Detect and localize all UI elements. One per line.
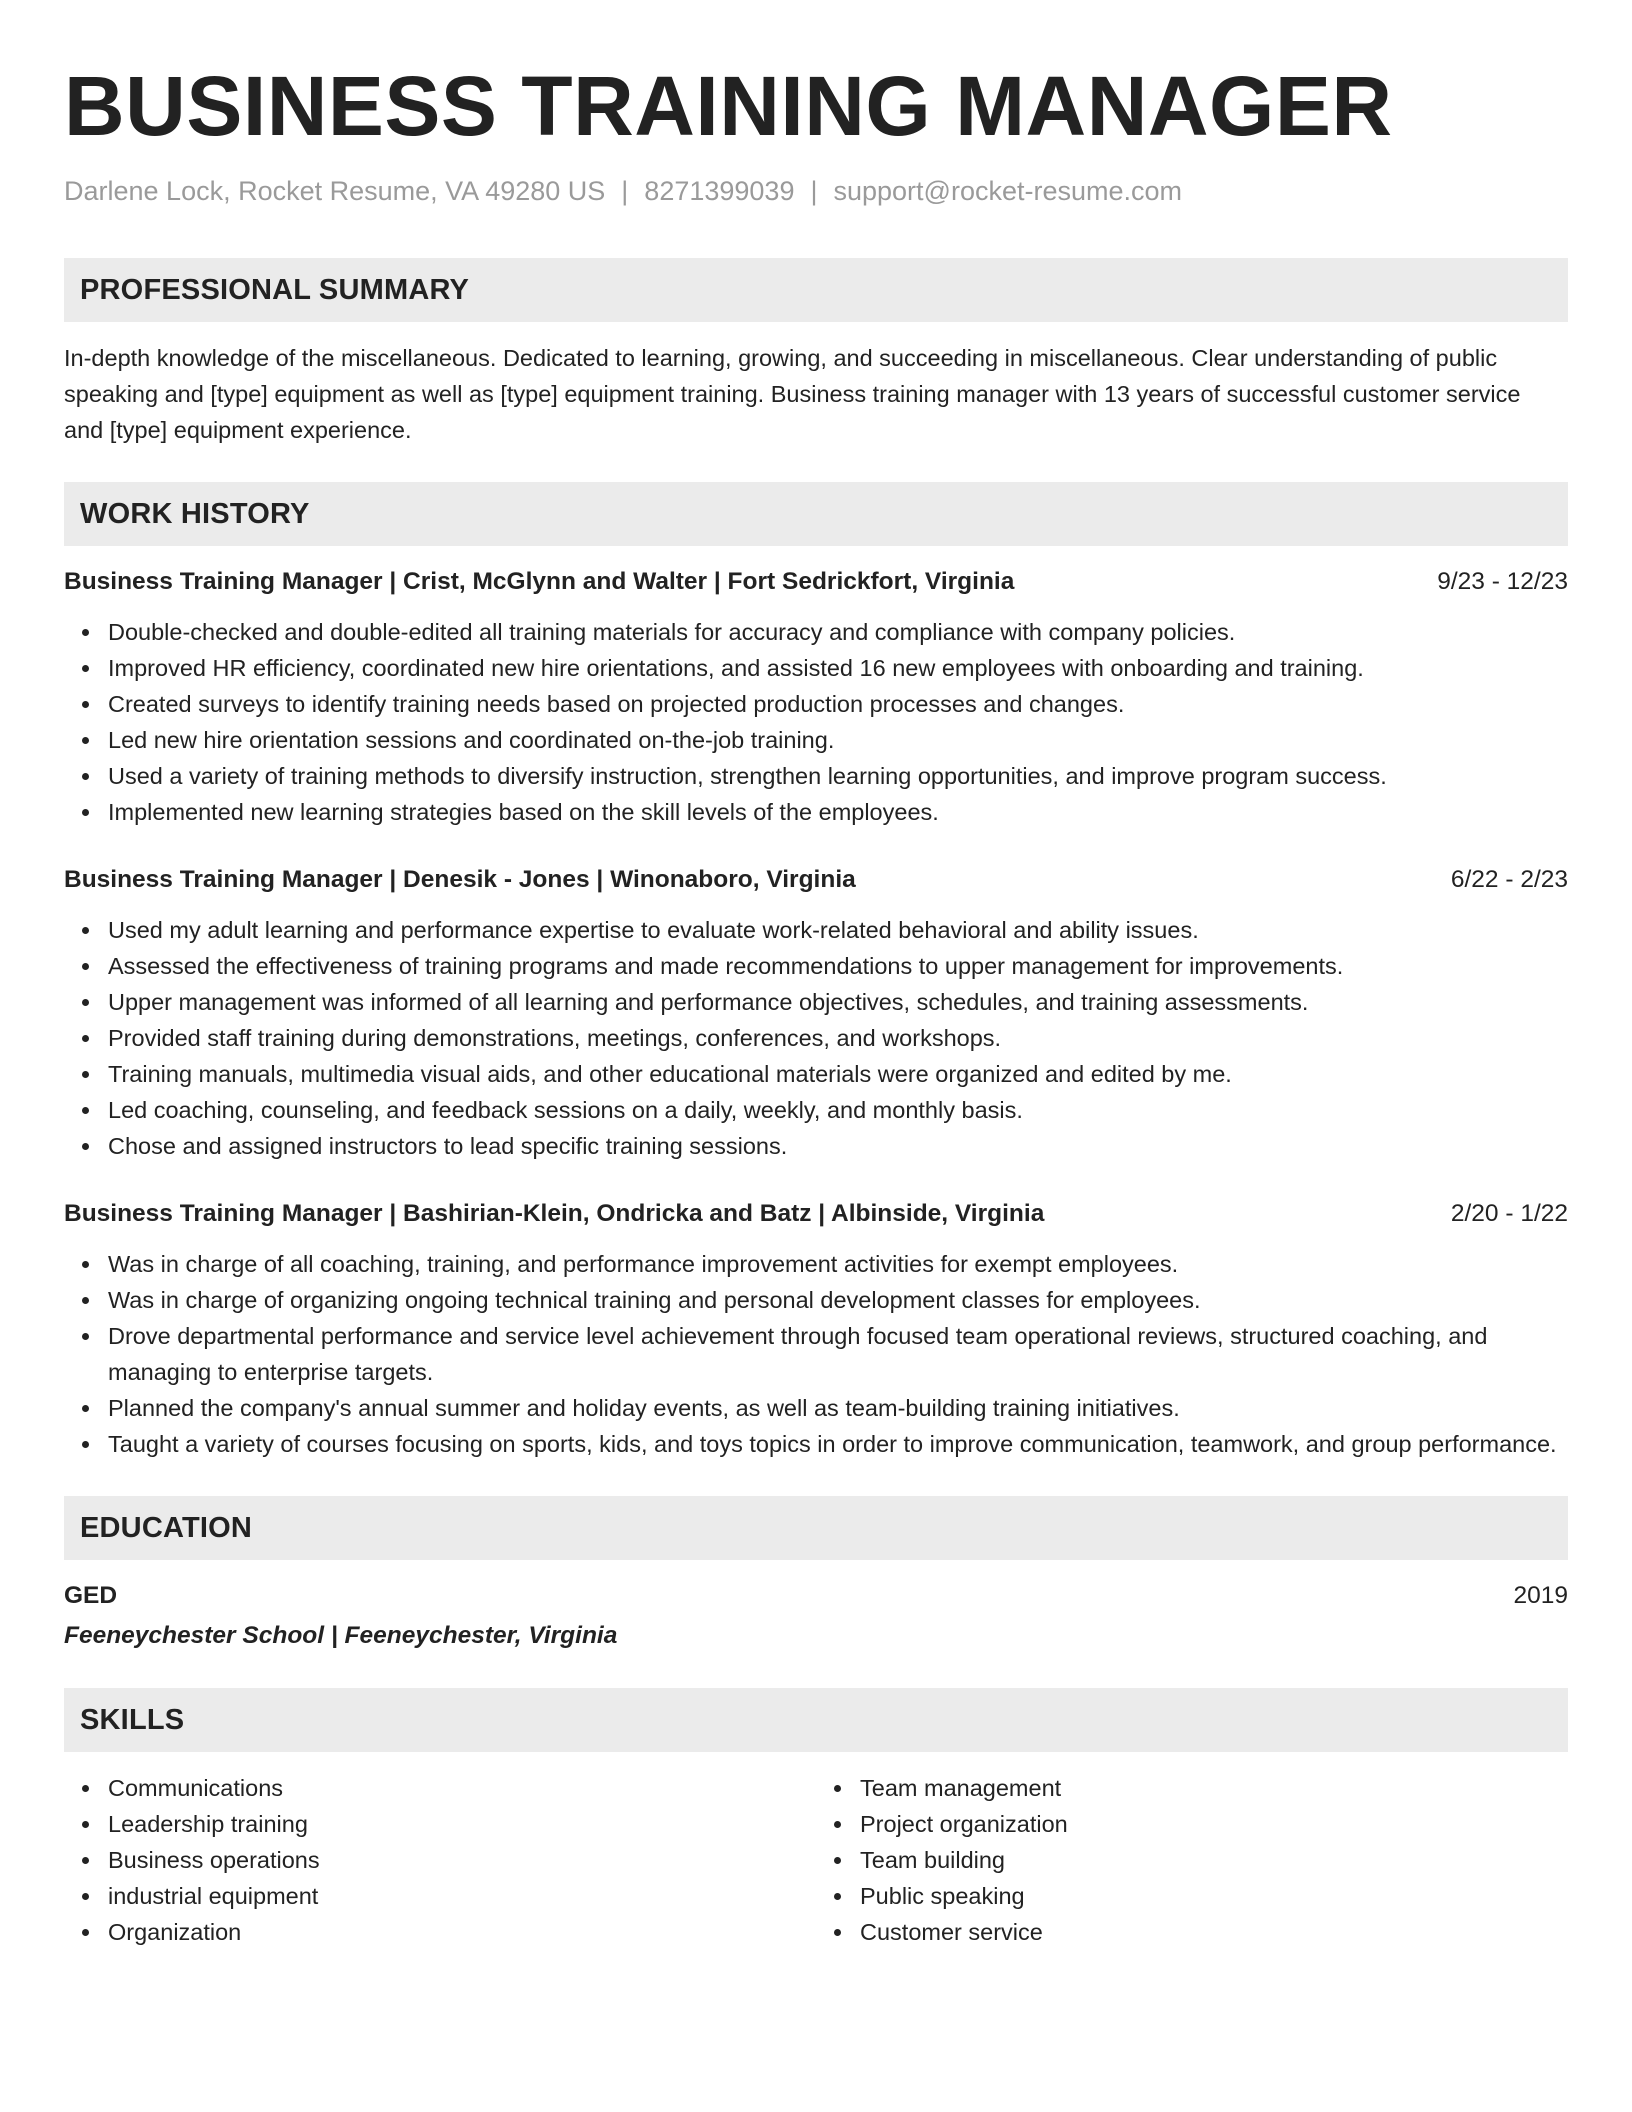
section-title: WORK HISTORY xyxy=(80,497,310,530)
education-school: Feeneychester School | Feeneychester, Virginia xyxy=(64,1622,618,1649)
section-title: PROFESSIONAL SUMMARY xyxy=(80,273,470,306)
job-dates: 2/20 - 1/22 xyxy=(1450,1200,1568,1227)
list-item: Was in charge of organizing ongoing technical training and personal development classes for employees. xyxy=(64,1282,1568,1318)
education-degree: GED xyxy=(64,1582,118,1609)
list-item: Organization xyxy=(64,1914,816,1950)
job-bullets xyxy=(64,912,1568,1164)
resume-title: BUSINESS TRAINING MANAGER xyxy=(64,59,1393,153)
section-title: EDUCATION xyxy=(80,1511,253,1544)
section-header-education xyxy=(64,1496,1568,1560)
job-header xyxy=(64,862,1568,898)
list-item: Training manuals, multimedia visual aids, and other educational materials were organized and edited by me. xyxy=(64,1056,1568,1092)
list-item: Team management xyxy=(816,1770,1568,1806)
education-entry xyxy=(64,1578,1568,1654)
list-item: Project organization xyxy=(816,1806,1568,1842)
list-item: Customer service xyxy=(816,1914,1568,1950)
job-entry xyxy=(64,862,1568,1164)
list-item: Improved HR efficiency, coordinated new hire orientations, and assisted 16 new employees with onboarding and training. xyxy=(64,650,1568,686)
section-header-summary xyxy=(64,258,1568,322)
list-item: Double-checked and double-edited all training materials for accuracy and compliance with company policies. xyxy=(64,614,1568,650)
section-header-skills xyxy=(64,1688,1568,1752)
job-dates: 9/23 - 12/23 xyxy=(1437,568,1568,595)
list-item: Planned the company's annual summer and holiday events, as well as team-building training initiatives. xyxy=(64,1390,1568,1426)
list-item: Used my adult learning and performance expertise to evaluate work-related behavioral and ability issues. xyxy=(64,912,1568,948)
list-item: Used a variety of training methods to diversify instruction, strengthen learning opportunities, and improve program success. xyxy=(64,758,1568,794)
contact-phone: 8271399039 xyxy=(644,176,795,206)
list-item: Was in charge of all coaching, training, and performance improvement activities for exempt employees. xyxy=(64,1246,1568,1282)
education-header xyxy=(64,1578,1568,1614)
list-item: Upper management was informed of all learning and performance objectives, schedules, and training assessments. xyxy=(64,984,1568,1020)
contact-line xyxy=(64,174,1568,208)
job-dates: 6/22 - 2/23 xyxy=(1450,866,1568,893)
list-item: Assessed the effectiveness of training programs and made recommendations to upper management for improvements. xyxy=(64,948,1568,984)
list-item: Led new hire orientation sessions and coordinated on-the-job training. xyxy=(64,722,1568,758)
contact-separator: | xyxy=(810,176,818,206)
list-item: Led coaching, counseling, and feedback sessions on a daily, weekly, and monthly basis. xyxy=(64,1092,1568,1128)
summary-text: In-depth knowledge of the miscellaneous. Dedicated to learning, growing, and succeeding in miscellaneous. Clear understanding of public speaking and [type] equipment as well as [type] equipment training. Business training manager with 13 years of successful customer service and [type] equipment experience. xyxy=(64,345,1521,443)
list-item: Created surveys to identify training needs based on projected production processes and changes. xyxy=(64,686,1568,722)
list-item: Business operations xyxy=(64,1842,816,1878)
list-item: Team building xyxy=(816,1842,1568,1878)
job-header xyxy=(64,564,1568,600)
section-title: SKILLS xyxy=(80,1703,185,1736)
job-title: Business Training Manager | Crist, McGlynn and Walter | Fort Sedrickfort, Virginia xyxy=(64,568,1015,595)
skills-list xyxy=(64,1770,1568,1950)
list-item: Taught a variety of courses focusing on sports, kids, and toys topics in order to improve communication, teamwork, and group performance. xyxy=(64,1426,1568,1462)
list-item: Public speaking xyxy=(816,1878,1568,1914)
job-entry xyxy=(64,564,1568,830)
contact-email: support@rocket-resume.com xyxy=(833,176,1183,206)
job-title: Business Training Manager | Bashirian-Klein, Ondricka and Batz | Albinside, Virginia xyxy=(64,1200,1045,1227)
list-item: Communications xyxy=(64,1770,816,1806)
section-header-work-history xyxy=(64,482,1568,546)
contact-separator: | xyxy=(621,176,629,206)
job-entry xyxy=(64,1196,1568,1462)
job-bullets xyxy=(64,614,1568,830)
list-item: Provided staff training during demonstrations, meetings, conferences, and workshops. xyxy=(64,1020,1568,1056)
contact-address: Darlene Lock, Rocket Resume, VA 49280 US xyxy=(64,176,606,206)
skills-column-right xyxy=(816,1770,1568,1950)
job-bullets xyxy=(64,1246,1568,1462)
job-header xyxy=(64,1196,1568,1232)
list-item: Chose and assigned instructors to lead specific training sessions. xyxy=(64,1128,1568,1164)
list-item: industrial equipment xyxy=(64,1878,816,1914)
list-item: Implemented new learning strategies based on the skill levels of the employees. xyxy=(64,794,1568,830)
list-item: Leadership training xyxy=(64,1806,816,1842)
job-title: Business Training Manager | Denesik - Jones | Winonaboro, Virginia xyxy=(64,866,856,893)
education-year: 2019 xyxy=(1513,1582,1568,1609)
list-item: Drove departmental performance and service level achievement through focused team operational reviews, structured coaching, and managing to enterprise targets. xyxy=(64,1318,1568,1390)
skills-column-left xyxy=(64,1770,816,1950)
